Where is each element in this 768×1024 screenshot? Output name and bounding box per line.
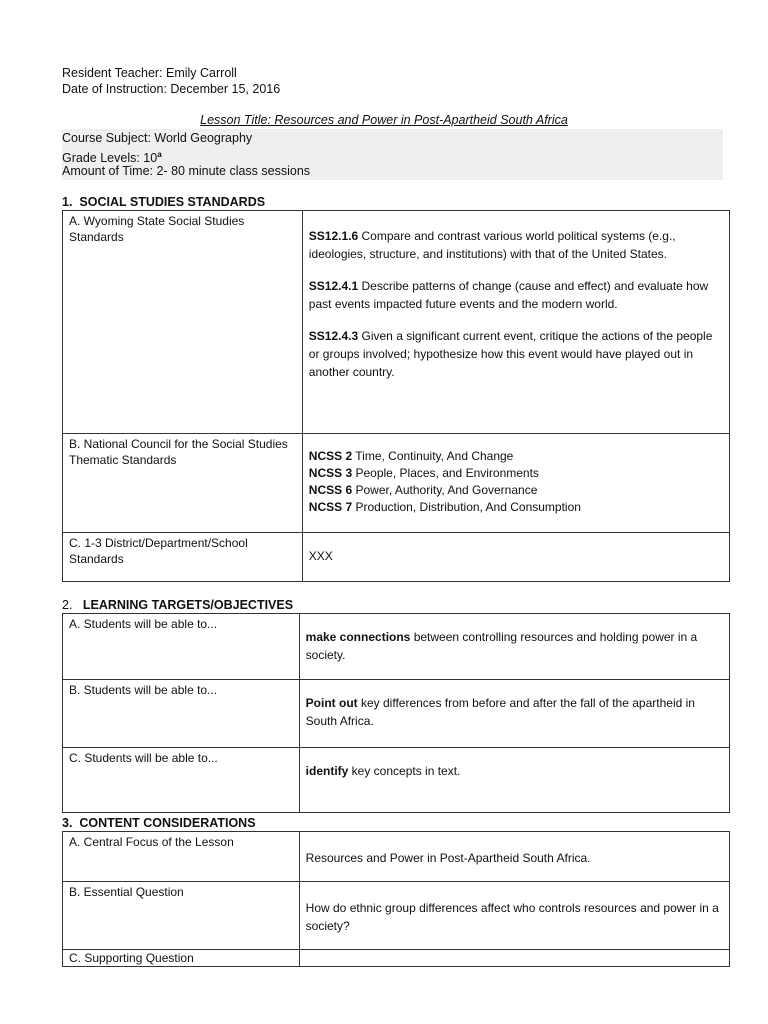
grade-levels-text: Grade Levels: 10 — [62, 151, 158, 166]
objective-verb: identify — [305, 764, 349, 778]
objective-text: between controlling resources and holding power in a society. — [305, 630, 698, 662]
amount-of-time: Amount of Time: 2- 80 minute class sessions — [62, 164, 311, 178]
ncss-code: NCSS 2 — [308, 449, 353, 463]
content-table — [62, 831, 730, 967]
standards-table — [62, 210, 730, 582]
objective-cell-a — [299, 614, 729, 680]
grade-superscript: a — [157, 150, 162, 159]
table-row — [63, 614, 730, 680]
standard-code: SS12.4.1 — [308, 279, 359, 293]
table-row — [63, 434, 730, 533]
ncss-item — [309, 499, 723, 516]
standard-text: Describe patterns of change (cause and effect) and evaluate how past events impacted future events and the modern world. — [308, 279, 709, 311]
standard-code: SS12.1.6 — [308, 229, 359, 243]
section-3-number: 3. — [62, 816, 73, 830]
standards-label-a: A. Wyoming State Social Studies Standards — [63, 211, 303, 434]
objective-label-a: A. Students will be able to... — [63, 614, 300, 680]
table-row — [63, 832, 730, 882]
section-1-title — [62, 195, 265, 209]
section-1-number: 1. — [62, 195, 73, 209]
section-2-heading: LEARNING TARGETS/OBJECTIVES — [82, 598, 294, 612]
table-row — [63, 680, 730, 748]
standards-label-c: C. 1-3 District/Department/School Standards — [63, 533, 303, 582]
standard-item — [309, 327, 723, 381]
table-row — [63, 211, 730, 434]
table-row — [63, 882, 730, 950]
section-3-heading: CONTENT CONSIDERATIONS — [79, 816, 256, 830]
ncss-text: Power, Authority, And Governance — [352, 483, 538, 497]
standard-item — [309, 227, 723, 263]
standard-text: Given a significant current event, critique the actions of the people or groups involved; hypothesize how this event would have played out in another country. — [308, 329, 713, 379]
standards-label-b: B. National Council for the Social Studies Thematic Standards — [63, 434, 303, 533]
ncss-text: Time, Continuity, And Change — [352, 449, 514, 463]
lesson-title: Lesson Title: Resources and Power in Post-Apartheid South Africa — [200, 113, 568, 127]
section-3-title — [62, 816, 256, 830]
supporting-question-cell — [299, 950, 729, 967]
content-label-c: C. Supporting Question — [63, 950, 300, 967]
content-label-b: B. Essential Question — [63, 882, 300, 950]
section-2-title — [62, 598, 293, 612]
date-of-instruction: Date of Instruction: December 15, 2016 — [62, 82, 281, 96]
objective-label-b: B. Students will be able to... — [63, 680, 300, 748]
objective-verb: make connections — [305, 630, 411, 644]
content-label-a: A. Central Focus of the Lesson — [63, 832, 300, 882]
resident-teacher: Resident Teacher: Emily Carroll — [62, 66, 237, 80]
ncss-code: NCSS 7 — [308, 500, 353, 514]
ncss-text: People, Places, and Environments — [352, 466, 539, 480]
central-focus-cell: Resources and Power in Post-Apartheid South Africa. — [299, 832, 729, 882]
ncss-text: Production, Distribution, And Consumption — [352, 500, 581, 514]
objective-label-c: C. Students will be able to... — [63, 748, 300, 813]
section-1-heading: SOCIAL STUDIES STANDARDS — [79, 195, 266, 209]
standard-code: SS12.4.3 — [308, 329, 359, 343]
ncss-code: NCSS 6 — [308, 483, 353, 497]
ncss-code: NCSS 3 — [308, 466, 353, 480]
objective-text: key concepts in text. — [348, 764, 461, 778]
table-row — [63, 748, 730, 813]
district-standards-cell: XXX — [302, 533, 729, 582]
essential-question-cell: How do ethnic group differences affect who controls resources and power in a society? — [299, 882, 729, 950]
table-row — [63, 950, 730, 967]
ncss-item — [309, 482, 723, 499]
ncss-item — [309, 465, 723, 482]
ncss-standards-cell — [302, 434, 729, 533]
section-2-number: 2. — [62, 598, 73, 612]
standard-item — [309, 277, 723, 313]
objectives-table — [62, 613, 730, 813]
objective-verb: Point out — [305, 696, 358, 710]
course-subject: Course Subject: World Geography — [62, 131, 253, 145]
objective-cell-b — [299, 680, 729, 748]
objective-text: key differences from before and after the fall of the apartheid in South Africa. — [305, 696, 695, 728]
wyoming-standards-cell — [302, 211, 729, 434]
objective-cell-c — [299, 748, 729, 813]
standard-text: Compare and contrast various world political systems (e.g., ideologies, structure, and institutions) with that of the United States. — [308, 229, 676, 261]
ncss-item — [309, 448, 723, 465]
table-row — [63, 533, 730, 582]
